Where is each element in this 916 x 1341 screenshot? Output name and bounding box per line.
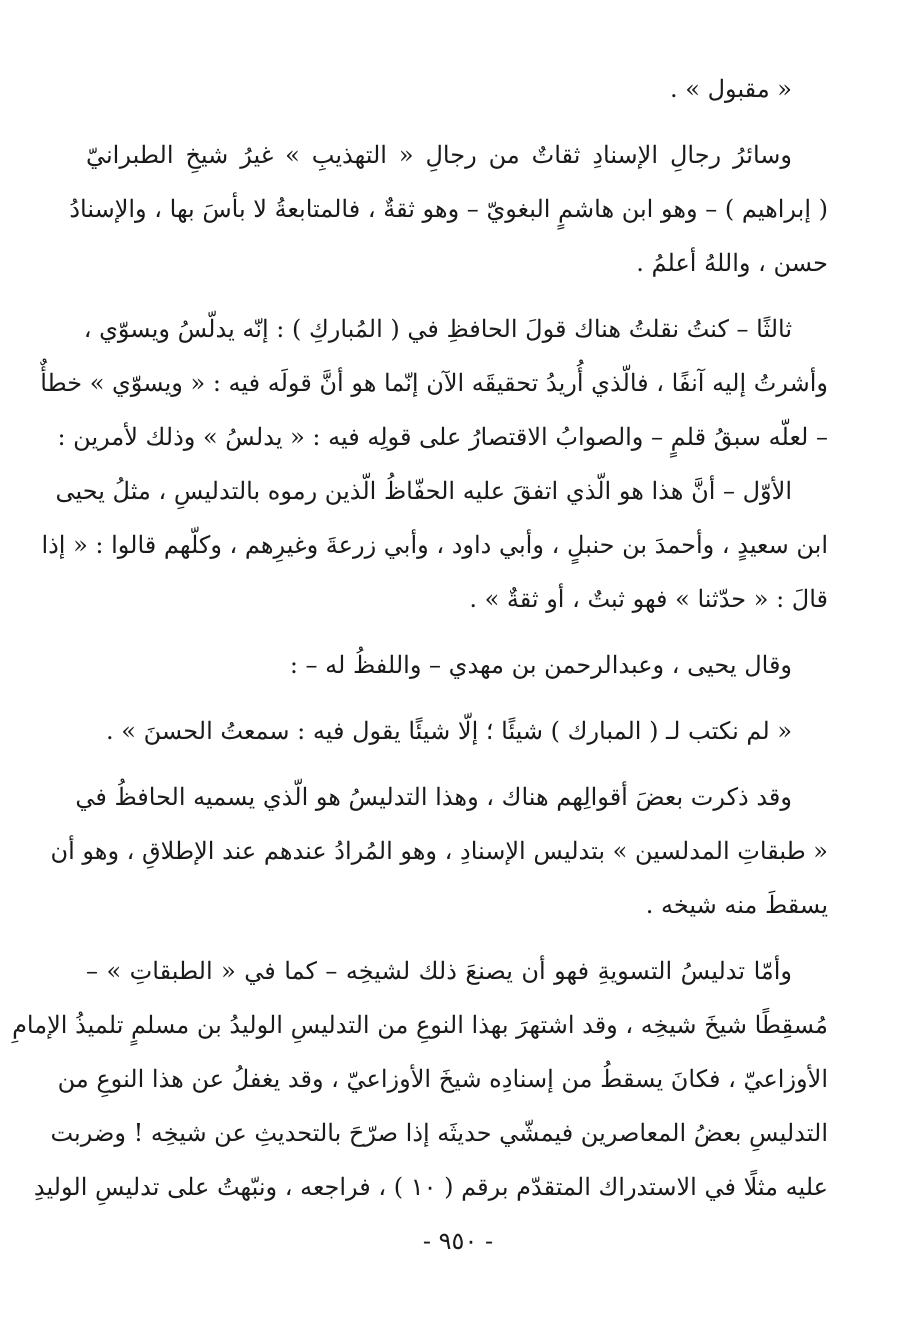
page-body	[12, 62, 828, 1214]
text-line: وأمّا تدليسُ التسويةِ فهو أن يصنعَ ذلك لشيخِه – كما في « الطبقاتِ » –	[86, 957, 792, 985]
page-number: - ٩٥٠ -	[422, 1227, 494, 1255]
text-line: ابن سعيدٍ ، وأحمدَ بن حنبلٍ ، وأبي داود ، وأبي زرعةَ وغيرِهم ، وكلّهم قالوا : « إذا	[41, 531, 828, 559]
paragraph-gap	[86, 290, 828, 302]
text-line: يسقطَ منه شيخه .	[645, 891, 828, 919]
paragraph-gap	[86, 692, 828, 704]
paragraph-gap	[86, 626, 828, 638]
text-line: « طبقاتِ المدلسين » بتدليس الإسنادِ ، وهو المُرادُ عندهم عند الإطلاقِ ، وهو أن	[50, 837, 828, 865]
paragraph-gap	[86, 116, 828, 128]
text-line: الأوزاعيّ ، فكانَ يسقطُ من إسنادِه شيخَ الأوزاعيّ ، وقد يغفلُ عن هذا النوعِ من	[57, 1065, 828, 1093]
text-line: ( إبراهيم ) – وهو ابن هاشمٍ البغويّ – وهو ثقةٌ ، فالمتابعةُ لا بأسَ بها ، والإسنادُ	[69, 195, 828, 223]
text-line: مُسقِطًا شيخَ شيخِه ، وقد اشتهرَ بهذا النوعِ من التدليسِ الوليدُ بن مسلمٍ تلميذُ الإمامِ	[12, 1011, 828, 1039]
paragraph-gap	[86, 932, 828, 944]
text-line: – لعلّه سبقُ قلمٍ – والصوابُ الاقتصارُ على قولِه فيه : « يدلسُ » وذلك لأمرين :	[57, 423, 828, 451]
text-line: وقد ذكرت بعضَ أقوالِهم هناك ، وهذا التدليسُ هو الّذي يسميه الحافظُ في	[75, 783, 792, 811]
text-line: الأوّل – أنَّ هذا هو الّذي اتفقَ عليه الحفّاظُ الّذين رموه بالتدليسِ ، مثلُ يحيى	[55, 477, 792, 505]
paragraph-gap	[86, 758, 828, 770]
text-line: قالَ : « حدّثنا » فهو ثبتٌ ، أو ثقةٌ » .	[469, 585, 828, 613]
text-line: ثالثًا – كنتُ نقلتُ هناك قولَ الحافظِ في ( المُباركِ ) : إنّه يدلّسُ ويسوّي ،	[83, 315, 792, 343]
text-line: حسن ، واللهُ أعلمُ .	[636, 249, 828, 277]
text-line: عليه مثلًا في الاستدراك المتقدّم برقم ( ١٠ ) ، فراجعه ، ونبّهتُ على تدليسِ الوليدِ	[33, 1173, 828, 1201]
text-line: التدليسِ بعضُ المعاصرين فيمشّي حديثَه إذا صرّحَ بالتحديثِ عن شيخِه ! وضربت	[50, 1119, 828, 1147]
text-line: وقال يحيى ، وعبدالرحمن بن مهدي – واللفظُ له – :	[289, 651, 792, 679]
text-line: وأشرتُ إليه آنفًا ، فالّذي أُريدُ تحقيقَه الآن إنّما هو أنَّ قولَه فيه : « ويسوّي » خطأٌ	[40, 369, 828, 397]
text-line: « مقبول » .	[670, 75, 792, 103]
text-line: وسائرُ رجالِ الإسنادِ ثقاتٌ من رجالِ « التهذيبِ » غيرُ شيخِ الطبرانيّ	[86, 141, 793, 169]
text-line: « لم نكتب لـ ( المبارك ) شيئًا ؛ إلّا شيئًا يقول فيه : سمعتُ الحسنَ » .	[106, 717, 792, 745]
